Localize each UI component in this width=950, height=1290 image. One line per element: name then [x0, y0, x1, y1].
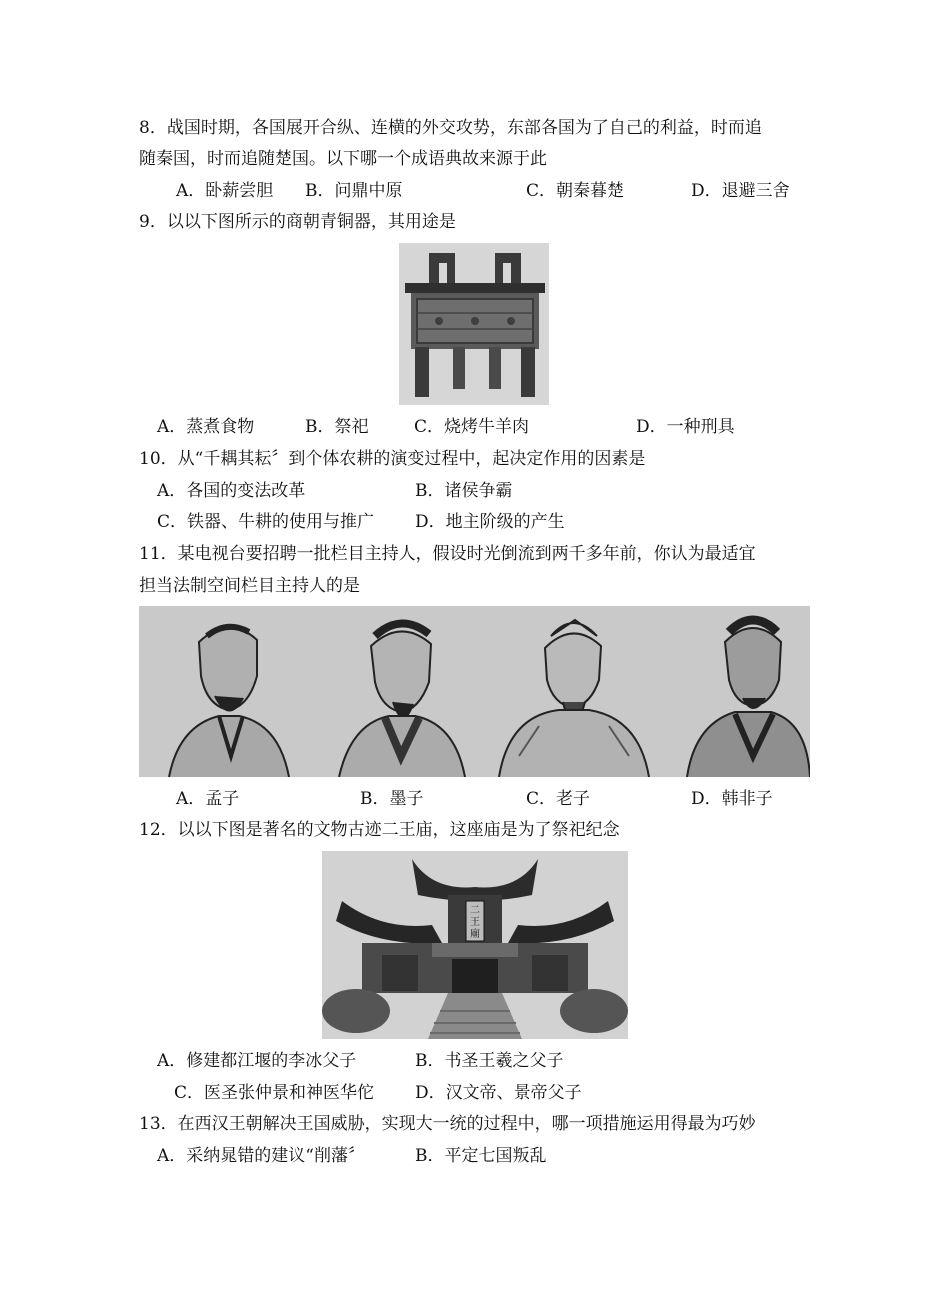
q9-option-c: C．烧烤牛羊肉 [414, 417, 530, 437]
q12-stem: 12．以以下图是著名的文物古迹二王庙，这座庙是为了祭祀纪念 [139, 820, 620, 840]
bronze-ding-image [399, 243, 549, 405]
q13-stem: 13．在西汉王朝解决王国威胁，实现大一统的过程中，哪一项措施运用得最为巧妙 [139, 1114, 756, 1134]
q8-stem-line2: 随秦国，时而追随楚国。以下哪一个成语典故来源于此 [139, 149, 547, 169]
q12-option-c: C．医圣张仲景和神医华佗 [174, 1083, 375, 1103]
q11-stem-line1: 11．某电视台要招聘一批栏目主持人，假设时光倒流到两千多年前，你认为最适宜 [139, 544, 756, 564]
q10-option-a: A．各国的变法改革 [157, 481, 306, 501]
q9-stem: 9．以以下图所示的商朝青铜器，其用途是 [139, 212, 456, 232]
q11-option-c: C．老子 [526, 789, 591, 809]
q10-option-d: D．地主阶级的产生 [415, 512, 565, 532]
q10-option-b: B．诸侯争霸 [415, 481, 513, 501]
philosophers-portraits-image [139, 606, 810, 777]
temple-sign-char-2: 王 [470, 917, 480, 928]
q10-stem: 10．从“千耦其耘〞到个体农耕的演变过程中，起决定作用的因素是 [139, 449, 646, 469]
q11-option-a: A．孟子 [176, 789, 240, 809]
q9-option-a: A．蒸煮食物 [157, 417, 255, 437]
q13-option-a: A．采纳晁错的建议“削藩〞 [157, 1146, 365, 1166]
q11-stem-line2: 担当法制空间栏目主持人的是 [139, 576, 360, 596]
q9-option-d: D．一种刑具 [636, 417, 735, 437]
q12-option-b: B．书圣王羲之父子 [415, 1051, 564, 1071]
q12-option-d: D．汉文帝、景帝父子 [415, 1083, 582, 1103]
q11-option-d: D．韩非子 [691, 789, 773, 809]
erwang-temple-image [322, 851, 628, 1039]
q13-option-b: B．平定七国叛乱 [415, 1146, 547, 1166]
temple-sign-char-3: 廟 [470, 929, 480, 940]
q8-option-a: A．卧薪尝胆 [176, 181, 274, 201]
q11-option-b: B．墨子 [360, 789, 424, 809]
temple-sign-char-1: 二 [470, 905, 480, 916]
q8-stem-line1: 8．战国时期，各国展开合纵、连横的外交攻势，东部各国为了自己的利益，时而追 [139, 118, 762, 138]
q12-option-a: A．修建都江堰的李冰父子 [157, 1051, 357, 1071]
q9-option-b: B．祭祀 [305, 417, 369, 437]
q10-option-c: C．铁器、牛耕的使用与推广 [157, 512, 375, 532]
q8-option-c: C．朝秦暮楚 [526, 181, 625, 201]
q8-option-d: D．退避三舍 [691, 181, 790, 201]
q8-option-b: B．问鼎中原 [305, 181, 403, 201]
